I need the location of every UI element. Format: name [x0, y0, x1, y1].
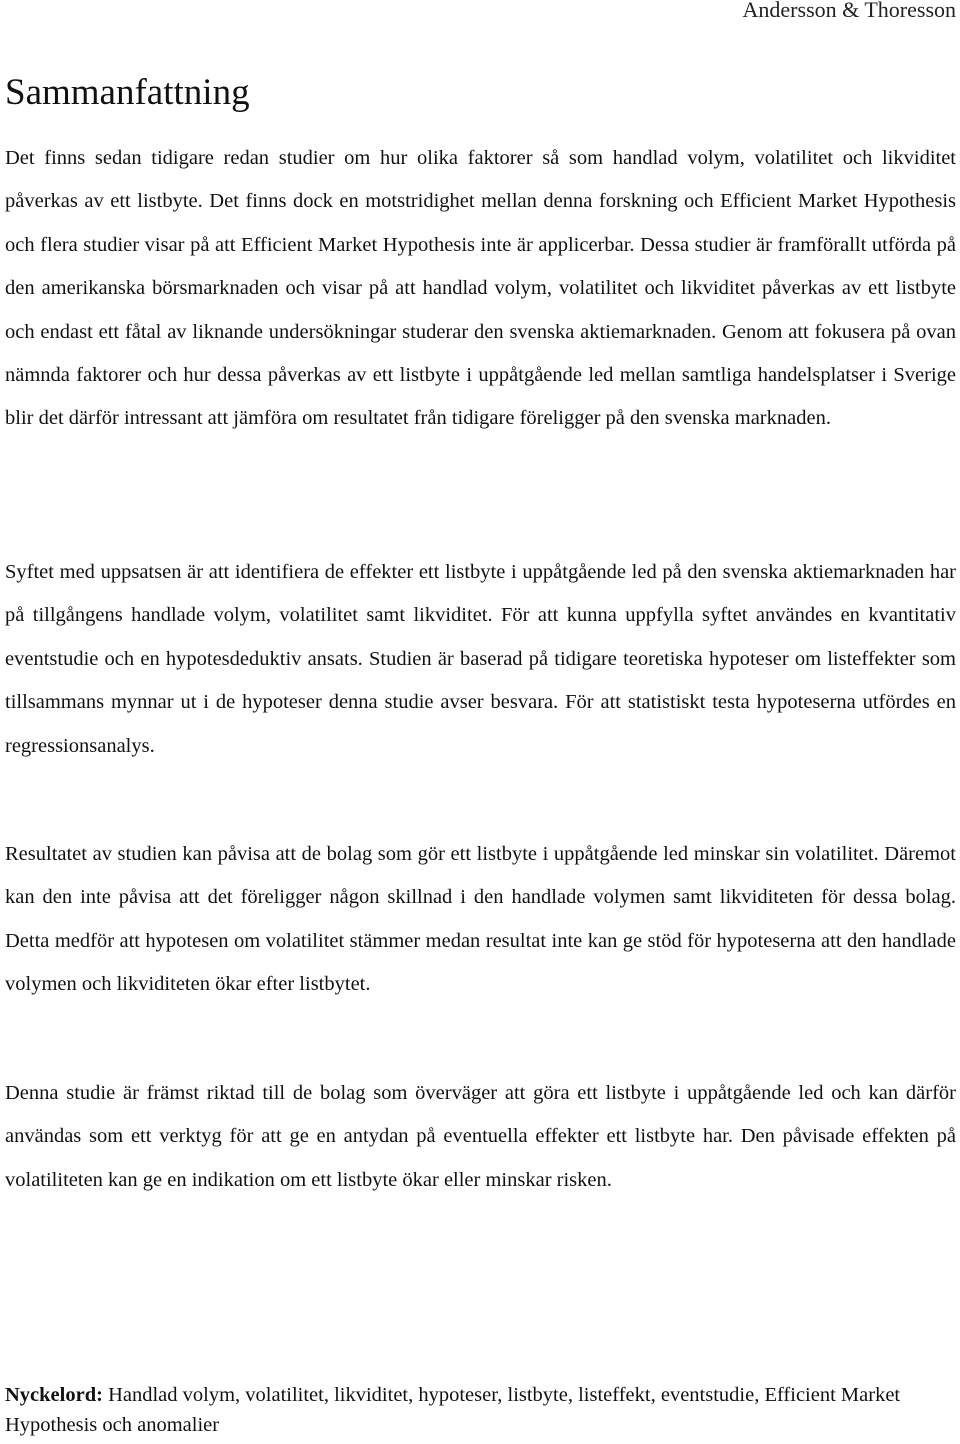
keywords-text: Handlad volym, volatilitet, likviditet, hypoteser, listbyte, listeffekt, eventstudie, Efficient Market Hypothesis och anomalier [5, 1384, 901, 1436]
paragraph-results: Resultatet av studien kan påvisa att de bolag som gör ett listbyte i uppåtgående led minskar sin volatilitet. Däremot kan den inte påvisa att det föreligger någon skillnad i den handlade volymen samt likviditeten för dessa bolag. Detta medför att hypotesen om volatilitet stämmer medan resultat inte kan ge stöd för hypoteserna att den handlade volymen och likviditeten ökar efter listbytet. [5, 843, 956, 996]
paragraph-target-audience: Denna studie är främst riktad till de bolag som överväger att göra ett listbyte i uppåtgående led och kan därför användas som ett verktyg för att ge en antydan på eventuella effekter ett listbyte har. Den påvisade effekten på volatiliteten kan ge en indikation om ett listbyte ökar eller minskar risken. [5, 1082, 956, 1191]
paragraph-purpose: Syftet med uppsatsen är att identifiera de effekter ett listbyte i uppåtgående led på den svenska aktiemarknaden har på tillgångens handlade volym, volatilitet samt likviditet. För att kunna uppfylla syftet användes en kvantitativ eventstudie och en hypotesdeduktiv ansats. Studien är baserad på tidigare teoretiska hypoteser om listeffekter som tillsammans mynnar ut i de hypoteser denna studie avser besvara. För att statistiskt testa hypoteserna utfördes en regressionsanalys. [5, 561, 956, 757]
keywords-label: Nyckelord: [5, 1384, 103, 1406]
section-title: Sammanfattning [5, 72, 250, 113]
paragraph-background: Det finns sedan tidigare redan studier om hur olika faktorer så som handlad volym, volatilitet och likviditet påverkas av ett listbyte. Det finns dock en motstridighet mellan denna forskning och Efficient Market Hypothesis och flera studier visar på att Efficient Market Hypothesis inte är applicerbar. Dessa studier är framförallt utförda på den amerikanska börsmarknaden och visar på att handlad volym, volatilitet och likviditet påverkas av ett listbyte och endast ett fåtal av liknande undersökningar studerar den svenska aktiemarknaden. Genom att fokusera på ovan nämnda faktorer och hur dessa påverkas av ett listbyte i uppåtgående led mellan samtliga handelsplatser i Sverige blir det därför intressant att jämföra om resultatet från tidigare föreligger på den svenska marknaden. [5, 147, 956, 430]
running-header-authors: Andersson & Thoresson [742, 0, 956, 22]
keywords [5, 1380, 956, 1440]
